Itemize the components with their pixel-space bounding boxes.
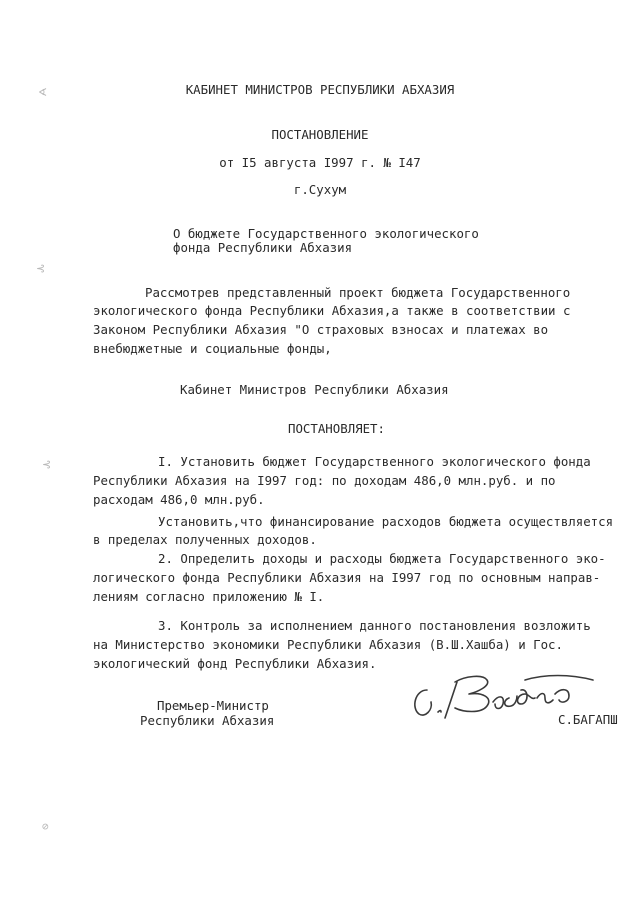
preamble-line: Законом Республики Абхазия "О страховых взносах и платежах во (93, 322, 549, 337)
organization-heading: КАБИНЕТ МИНИСТРОВ РЕСПУБЛИКИ АБХАЗИЯ (185, 82, 455, 97)
document-type: ПОСТАНОВЛЕНИЕ (271, 127, 369, 142)
issuing-body: Кабинет Министров Республики Абхазия (180, 382, 449, 397)
point-line: в пределах полученных доходов. (93, 532, 317, 547)
signatory-name: С.БАГАПШ (558, 712, 618, 727)
resolves-heading: ПОСТАНОВЛЯЕТ: (288, 421, 385, 436)
signatory-title: Республики Абхазия (140, 713, 275, 728)
signatory-title: Премьер-Министр (157, 698, 269, 713)
margin-mark: ∢ (38, 86, 48, 99)
margin-mark: ⊘ (42, 820, 49, 833)
preamble-line: экологического фонда Республики Абхазия,а также в соответствии с (93, 303, 571, 318)
point-line: I. Установить бюджет Государственного экологического фонда (158, 454, 591, 469)
point-line: 2. Определить доходы и расходы бюджета Государственного эко- (158, 551, 606, 566)
point-line: на Министерство экономики Республики Абхазия (В.Ш.Хашба) и Гос. (93, 637, 563, 652)
date-and-number: от I5 августа I997 г. № I47 (219, 155, 421, 170)
subject-line: О бюджете Государственного экологического (173, 226, 479, 241)
preamble-line: Рассмотрев представленный проект бюджета Государственного (145, 285, 571, 300)
point-line: Установить,что финансирование расходов бюджета осуществляется (158, 514, 614, 529)
point-line: 3. Контроль за исполнением данного постановления возложить (158, 618, 591, 633)
point-line: логического фонда Республики Абхазия на I997 год по основным направ- (93, 570, 601, 585)
point-line: Республики Абхазия на I997 год: по доходам 486,0 млн.руб. и по (93, 473, 556, 488)
preamble-line: внебюджетные и социальные фонды, (93, 341, 332, 356)
margin-mark: ⊰ (36, 262, 46, 275)
subject-line: фонда Республики Абхазия (173, 240, 353, 255)
margin-mark: ⊰ (42, 458, 52, 471)
point-line: лениям согласно приложению № I. (93, 589, 325, 604)
point-line: расходам 486,0 млн.руб. (93, 492, 265, 507)
handwritten-signature (405, 668, 600, 727)
point-line: экологический фонд Республики Абхазия. (93, 656, 377, 671)
city: г.Сухум (293, 182, 347, 197)
